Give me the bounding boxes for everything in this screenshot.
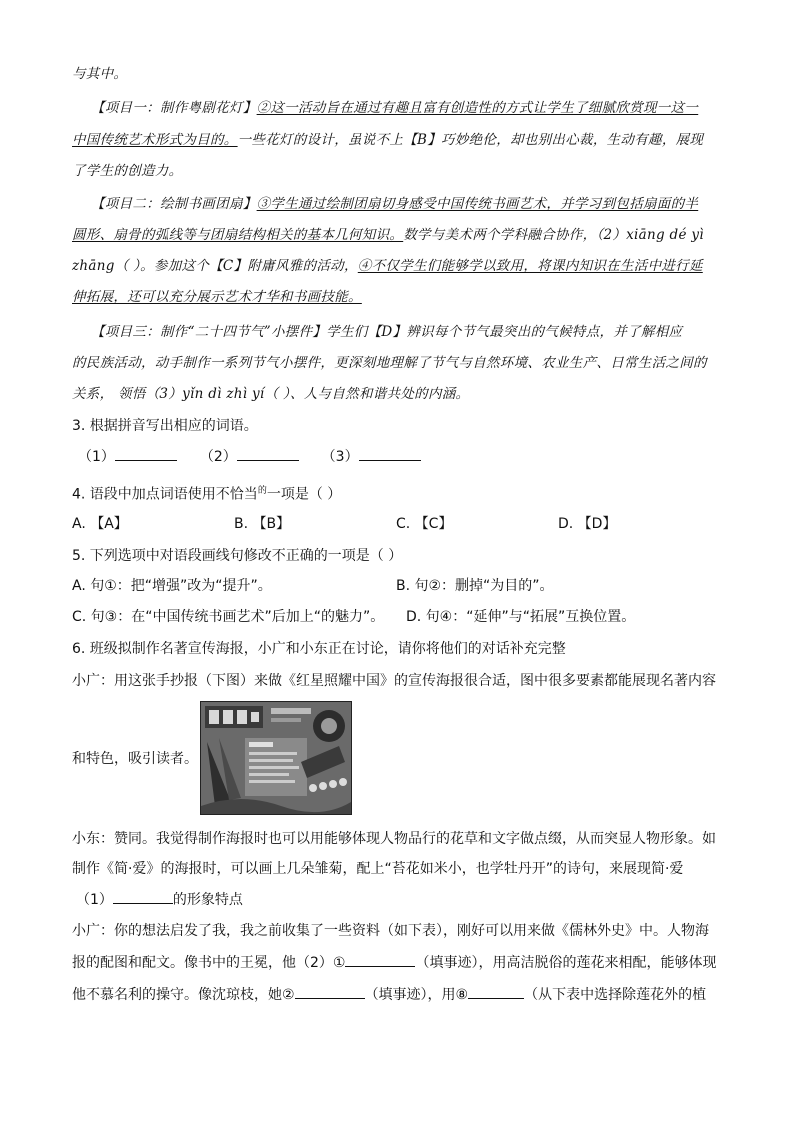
project1-line2: [72, 130, 722, 150]
project2-line4: [72, 287, 722, 307]
q6-blank4[interactable]: [468, 984, 524, 999]
q6-dialog-2c: [76, 889, 726, 910]
project1-rest1: 一些花灯的设计，虽说不上【B】巧妙绝伦，却也别出心裁，生动有趣，展现: [237, 132, 704, 148]
project1-head: 【项目一：制作粤剧花灯】: [91, 100, 257, 116]
project2-mid2: zhāng（ ）。参加这个【C】附庸风雅的活动，: [72, 258, 358, 274]
q6-dialog-3b-b: （填事迹），用高洁脱俗的莲花来相配，能够体现: [415, 955, 717, 971]
q5-option-c[interactable]: C. 句③：在“中国传统书画艺术”后加上“的魅力”。: [72, 609, 385, 625]
sentence-3: ③学生通过绘制团扇切身感受中国传统书画艺术，并学习到包括扇面的半: [256, 196, 699, 212]
poster-illustration: [201, 702, 351, 814]
q6-stem: 6. 班级拟制作名著宣传海报，小广和小东正在讨论，请你将他们的对话补充完整: [72, 641, 566, 657]
q6-dialog-4a: 他不慕名利的操守。像沈琼枝，她②: [72, 987, 295, 1003]
q4-stem-a: 4. 语段中加点词语使用不恰当: [72, 486, 258, 503]
q4-option-d[interactable]: D. 【D】: [558, 516, 617, 532]
intro-tail: 与其中。: [72, 66, 128, 82]
sentence-4: ④不仅学生们能够学以致用，将课内知识在生活中进行延: [357, 258, 703, 274]
q4-option-b[interactable]: B. 【B】: [234, 516, 291, 532]
q6-dialog-3b: [72, 952, 722, 973]
q5-option-b[interactable]: B. 句②：删掉“为目的”。: [396, 578, 554, 594]
project2-line1: [91, 194, 741, 214]
q3-blank1[interactable]: [115, 446, 177, 461]
q3-blank3[interactable]: [359, 446, 421, 461]
q6-dialog-4: [72, 984, 722, 1005]
q6-dialog-2b: 制作《简·爱》的海报时，可以画上几朵雏菊，配上“苔花如米小，也学牡丹开”的诗句，来展现简·爱: [72, 861, 684, 877]
project2-line3: [72, 256, 722, 276]
q4-stem-b: 一项是（ ）: [266, 486, 342, 503]
sentence-3-end: 圆形、扇骨的弧线等与团扇结构相关的基本几何知识。: [72, 227, 404, 243]
q6-dialog-2c-tail: 的形象特点: [172, 892, 243, 908]
project1-line1: [91, 98, 741, 118]
q6-blank2[interactable]: [345, 952, 415, 967]
sentence-4-end: 伸拓展，还可以充分展示艺术才华和书画技能。: [72, 289, 362, 305]
q6-blank3[interactable]: [295, 984, 365, 999]
q3-blank2[interactable]: [237, 446, 299, 461]
q5-option-d[interactable]: D. 句④：“延伸”与“拓展”互换位置。: [406, 609, 636, 625]
q5-option-a[interactable]: A. 句①：把“增强”改为“提升”。: [72, 578, 272, 594]
sentence-2: ②这一活动旨在通过有趣且富有创造性的方式让学生了细腻欣赏现一这一: [256, 100, 699, 116]
q6-dialog-4b: （填事迹），用⑧: [364, 987, 469, 1003]
q3-stem: 3. 根据拼音写出相应的词语。: [72, 418, 258, 434]
q6-blank1[interactable]: [113, 889, 173, 904]
q3-blank2-label: （2）: [199, 449, 237, 465]
q6-dialog-2a: 小东：赞同。我觉得制作海报时也可以用能够体现人物品行的花草和文字做点缀，从而突显人物形象。如: [72, 831, 716, 847]
q3-blank3-label: （3）: [321, 449, 359, 465]
project1-line3: 了学生的创造力。: [72, 163, 183, 179]
sentence-2-end: 中国传统艺术形式为目的。: [72, 132, 238, 148]
q5-stem: 5. 下列选项中对语段画线句修改不正确的一项是（ ）: [72, 548, 403, 564]
project3-line1: 【项目三：制作“二十四节气”小摆件】学生们【D】辨识每个节气最突出的气候特点，并了解相应: [91, 324, 683, 340]
q4-stem-mark: 的: [257, 486, 267, 496]
project2-line2: [72, 225, 722, 245]
poster-image: [200, 701, 352, 815]
q6-dialog-3b-a: 报的配图和配文。像书中的王冕，他（2）①: [72, 955, 346, 971]
project3-line2: 的民族活动，动手制作一系列节气小摆件，更深刻地理解了节气与自然环境、农业生产、日常生活之间的: [72, 355, 707, 371]
q3-blanks: [78, 446, 728, 467]
project2-head: 【项目二：绘制书画团扇】: [91, 196, 257, 212]
q6-dialog-1a: 小广：用这张手抄报（下图）来做《红星照耀中国》的宣传海报很合适，图中很多要素都能展现名著内容: [72, 673, 716, 689]
q6-dialog-4c: （从下表中选择除莲花外的植: [524, 987, 707, 1003]
q6-blank1-label: （1）: [76, 892, 113, 908]
q6-dialog-1b: 和特色，吸引读者。: [72, 751, 198, 767]
project2-mid1: 数学与美术两个学科融合协作，（2）xiāng dé yì: [403, 227, 704, 243]
q4-option-c[interactable]: C. 【C】: [396, 516, 453, 532]
q4-option-a[interactable]: A. 【A】: [72, 516, 128, 532]
project3-line3: 关系， 领悟（3）yǐn dì zhì yí（ ）、人与自然和谐共处的内涵。: [72, 386, 470, 402]
q4-stem: [72, 481, 722, 505]
q3-blank1-label: （1）: [78, 449, 115, 465]
q6-dialog-3a: 小广：你的想法启发了我，我之前收集了一些资料（如下表），刚好可以用来做《儒林外史》中。人物海: [72, 923, 709, 939]
